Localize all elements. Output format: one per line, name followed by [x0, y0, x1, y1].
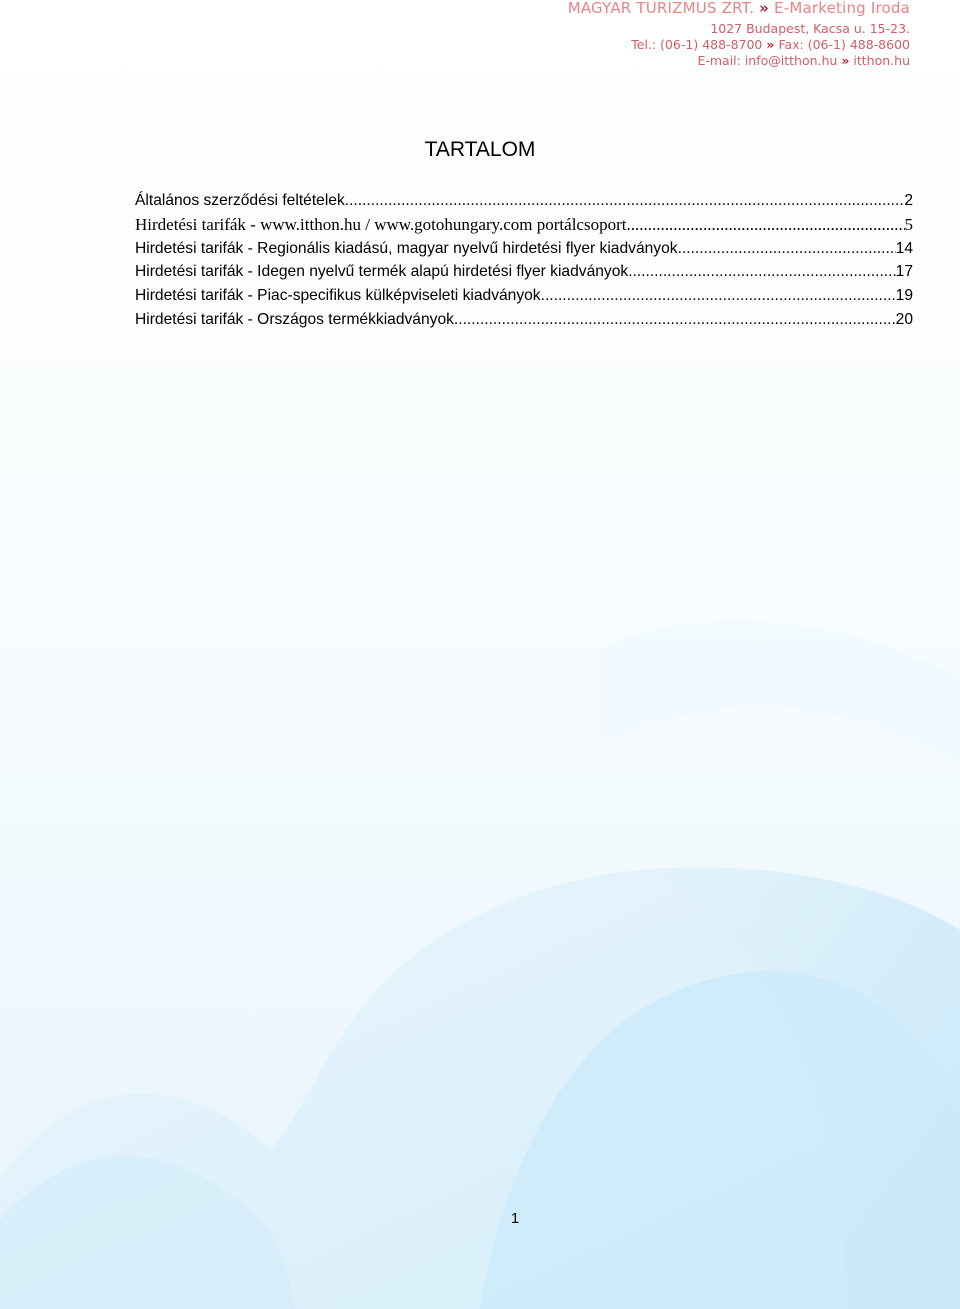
- toc-entry[interactable]: [135, 237, 913, 261]
- toc-entry-label: Hirdetési tarifák - Regionális kiadású, magyar nyelvű hirdetési flyer kiadványok: [135, 239, 678, 257]
- toc-leader-dots: [628, 260, 895, 284]
- phone-fax-line: [568, 37, 910, 53]
- toc-entry-page: 20: [895, 310, 913, 328]
- email-web-line: [568, 53, 910, 69]
- toc-entry-label: Hirdetési tarifák - Piac-specifikus külképviseleti kiadványok: [135, 287, 541, 305]
- address-line: 1027 Budapest, Kacsa u. 15-23.: [710, 21, 910, 36]
- separator-icon: »: [766, 37, 775, 52]
- toc-entry[interactable]: [135, 213, 913, 237]
- toc-entry[interactable]: [135, 284, 913, 308]
- toc-entry-page: 19: [895, 287, 913, 305]
- toc-leader-dots: [626, 213, 904, 237]
- toc-entry[interactable]: [135, 189, 913, 213]
- email-address: E-mail: info@itthon.hu: [697, 53, 838, 68]
- separator-icon: »: [759, 0, 770, 17]
- toc-entry-page: 2: [904, 192, 913, 209]
- company-name: MAGYAR TURIZMUS ZRT.: [567, 0, 755, 17]
- toc-leader-dots: [678, 237, 896, 261]
- fax-number: Fax: (06-1) 488-8600: [778, 37, 910, 52]
- toc-leader-dots: [454, 308, 896, 332]
- separator-icon: »: [841, 53, 850, 68]
- toc-entry[interactable]: [135, 260, 913, 284]
- phone-number: Tel.: (06-1) 488-8700: [631, 37, 763, 52]
- toc-leader-dots: [541, 284, 896, 308]
- toc-entry-label: Hirdetési tarifák - Idegen nyelvű termék alapú hirdetési flyer kiadványok: [135, 263, 629, 281]
- website: itthon.hu: [853, 53, 910, 68]
- toc-entry-label: Hirdetési tarifák - www.itthon.hu / www.gotohungary.com portálcsoport: [135, 214, 627, 234]
- toc-entry-page: 14: [895, 239, 913, 257]
- toc-leader-dots: [345, 189, 905, 213]
- toc-entry[interactable]: [135, 308, 913, 332]
- letterhead: [568, 0, 910, 69]
- table-of-contents: [135, 189, 913, 332]
- page-number: 1: [510, 1210, 520, 1227]
- company-line: [568, 0, 910, 17]
- page-title: TARTALOM: [424, 138, 536, 161]
- toc-entry-page: 5: [904, 214, 913, 234]
- toc-entry-label: Hirdetési tarifák - Országos termékkiadványok: [135, 310, 454, 328]
- toc-entry-page: 17: [895, 263, 913, 281]
- toc-entry-label: Általános szerződési feltételek: [135, 192, 345, 209]
- office-name: E-Marketing Iroda: [774, 0, 910, 17]
